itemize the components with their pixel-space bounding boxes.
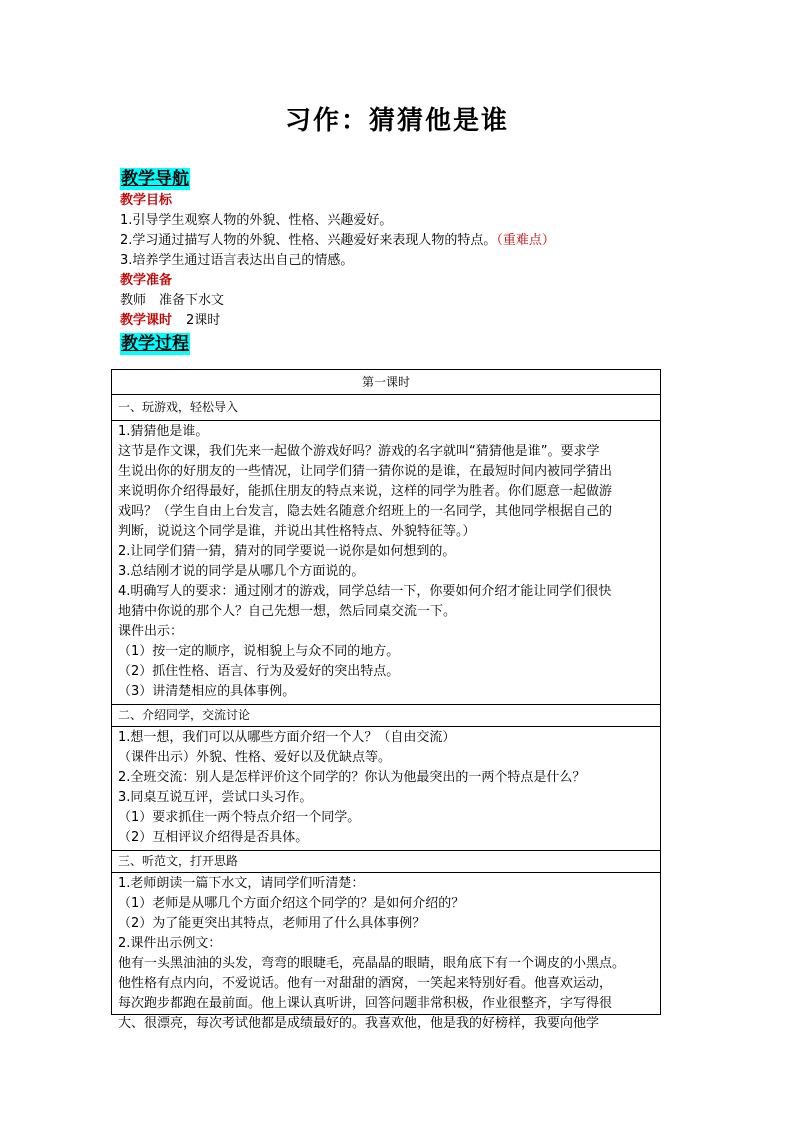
- section2-title: 二、介绍同学，交流讨论: [118, 708, 251, 722]
- section1-line: 生说出你的好朋友的一些情况，让同学们猜一猜你说的是谁，在最短时间内被同学猜出: [118, 464, 613, 479]
- section1-line: （1）按一定的顺序，说相貌上与众不同的地方。: [118, 644, 400, 659]
- teaching-process-header: 教学过程: [121, 334, 189, 354]
- section3-title-row: [112, 850, 660, 873]
- objectives-heading: 教学目标: [120, 193, 173, 208]
- section1-line: 课件出示：: [118, 624, 184, 639]
- section1-line: 来说明你介绍得最好，能抓住朋友的特点来说，这样的同学为胜者。你们愿意一起做游: [118, 484, 613, 499]
- section3-line: （1）老师是从哪几个方面介绍这个同学的？是如何介绍的？: [118, 896, 465, 911]
- period-value: 2课时: [186, 313, 221, 328]
- section3-line: 2.课件出示例文：: [118, 936, 222, 951]
- section1-title: 一、玩游戏，轻松导入: [118, 400, 239, 414]
- section2-line: （课件出示）外貌、性格、爱好以及优缺点等。: [118, 750, 392, 765]
- objective-item-3: 3.培养学生通过语言表达出自己的情感。: [120, 253, 354, 268]
- section1-title-row: [112, 394, 660, 421]
- page-title: 习作：猜猜他是谁: [284, 106, 509, 136]
- period-heading: 教学课时: [120, 313, 173, 328]
- section3-line: 他有一头黑油油的头发，弯弯的眼睫毛，亮晶晶的眼睛，眼角底下有一个调皮的小黑点。: [118, 956, 626, 971]
- section1-body: [112, 420, 660, 705]
- section2-line: 3.同桌互说互评，尝试口头习作。: [118, 790, 313, 805]
- lesson-table: [111, 369, 661, 1031]
- key-point-label: （重难点）: [496, 233, 555, 248]
- period-label: 第一课时: [361, 375, 410, 389]
- section3-line: 1.老师朗读一篇下水文，请同学们听清楚：: [118, 876, 365, 891]
- teaching-navigation-header: 教学导航: [121, 169, 189, 189]
- section2-line: 1.想一想，我们可以从哪些方面介绍一个人？（自由交流）: [118, 730, 456, 745]
- period-line: [120, 312, 220, 330]
- section3-title: 三、听范文，打开思路: [118, 854, 239, 868]
- section3-body: [112, 872, 660, 1032]
- section3-line: 每次跑步都跑在最前面。他上课认真听讲，回答问题非常积极，作业很整齐，字写得很: [118, 996, 613, 1011]
- section2-line: （2）互相评议介绍得是否具体。: [118, 830, 309, 845]
- section1-line: 2.让同学们猜一猜，猜对的同学要说一说你是如何想到的。: [118, 544, 456, 559]
- section1-line: （3）讲清楚相应的具体事例。: [118, 684, 296, 699]
- objective-item-2: [120, 232, 555, 250]
- preparation-heading: 教学准备: [120, 273, 173, 288]
- objective-item-1: 1.引导学生观察人物的外貌、性格、兴趣爱好。: [120, 213, 393, 228]
- preparation-text: 教师 准备下水文: [120, 293, 225, 308]
- objective-item-2-text: 2.学习通过描写人物的外貌、性格、兴趣爱好来表现人物的特点。: [120, 233, 497, 248]
- period-row: [112, 370, 660, 395]
- section1-line: 3.总结刚才说的同学是从哪几个方面说的。: [118, 564, 365, 579]
- section1-line: 地猜中你说的那个人？自己先想一想，然后同桌交流一下。: [118, 604, 457, 619]
- section3-line: （2）为了能更突出其特点，老师用了什么具体事例？: [118, 916, 426, 931]
- section1-line: 1.猜猜他是谁。: [118, 424, 209, 439]
- section3-line: 大、很漂亮，每次考试他都是成绩最好的。我喜欢他，他是我的好榜样，我要向他学: [118, 1016, 600, 1031]
- section2-line: （1）要求抓住一两个特点介绍一个同学。: [118, 810, 361, 825]
- section1-line: 戏吗？（学生自由上台发言，隐去姓名随意介绍班上的一名同学，其他同学根据自己的: [118, 504, 613, 519]
- section1-line: 这节是作文课，我们先来一起做个游戏好吗？游戏的名字就叫“猜猜他是谁”。要求学: [118, 444, 600, 459]
- section3-line: 他性格有点内向，不爱说话。他有一对甜甜的酒窝，一笑起来特别好看。他喜欢运动，: [118, 976, 613, 991]
- section2-line: 2.全班交流：别人是怎样评价这个同学的？你认为他最突出的一两个特点是什么？: [118, 770, 586, 785]
- section1-line: 判断，说说这个同学是谁，并说出其性格特点、外貌特征等。）: [118, 524, 476, 539]
- section2-body: [112, 726, 660, 851]
- section1-line: 4.明确写人的要求：通过刚才的游戏，同学总结一下，你要如何介绍才能让同学们很快: [118, 584, 612, 599]
- section2-title-row: [112, 704, 660, 727]
- section1-line: （2）抓住性格、语言、行为及爱好的突出特点。: [118, 664, 400, 679]
